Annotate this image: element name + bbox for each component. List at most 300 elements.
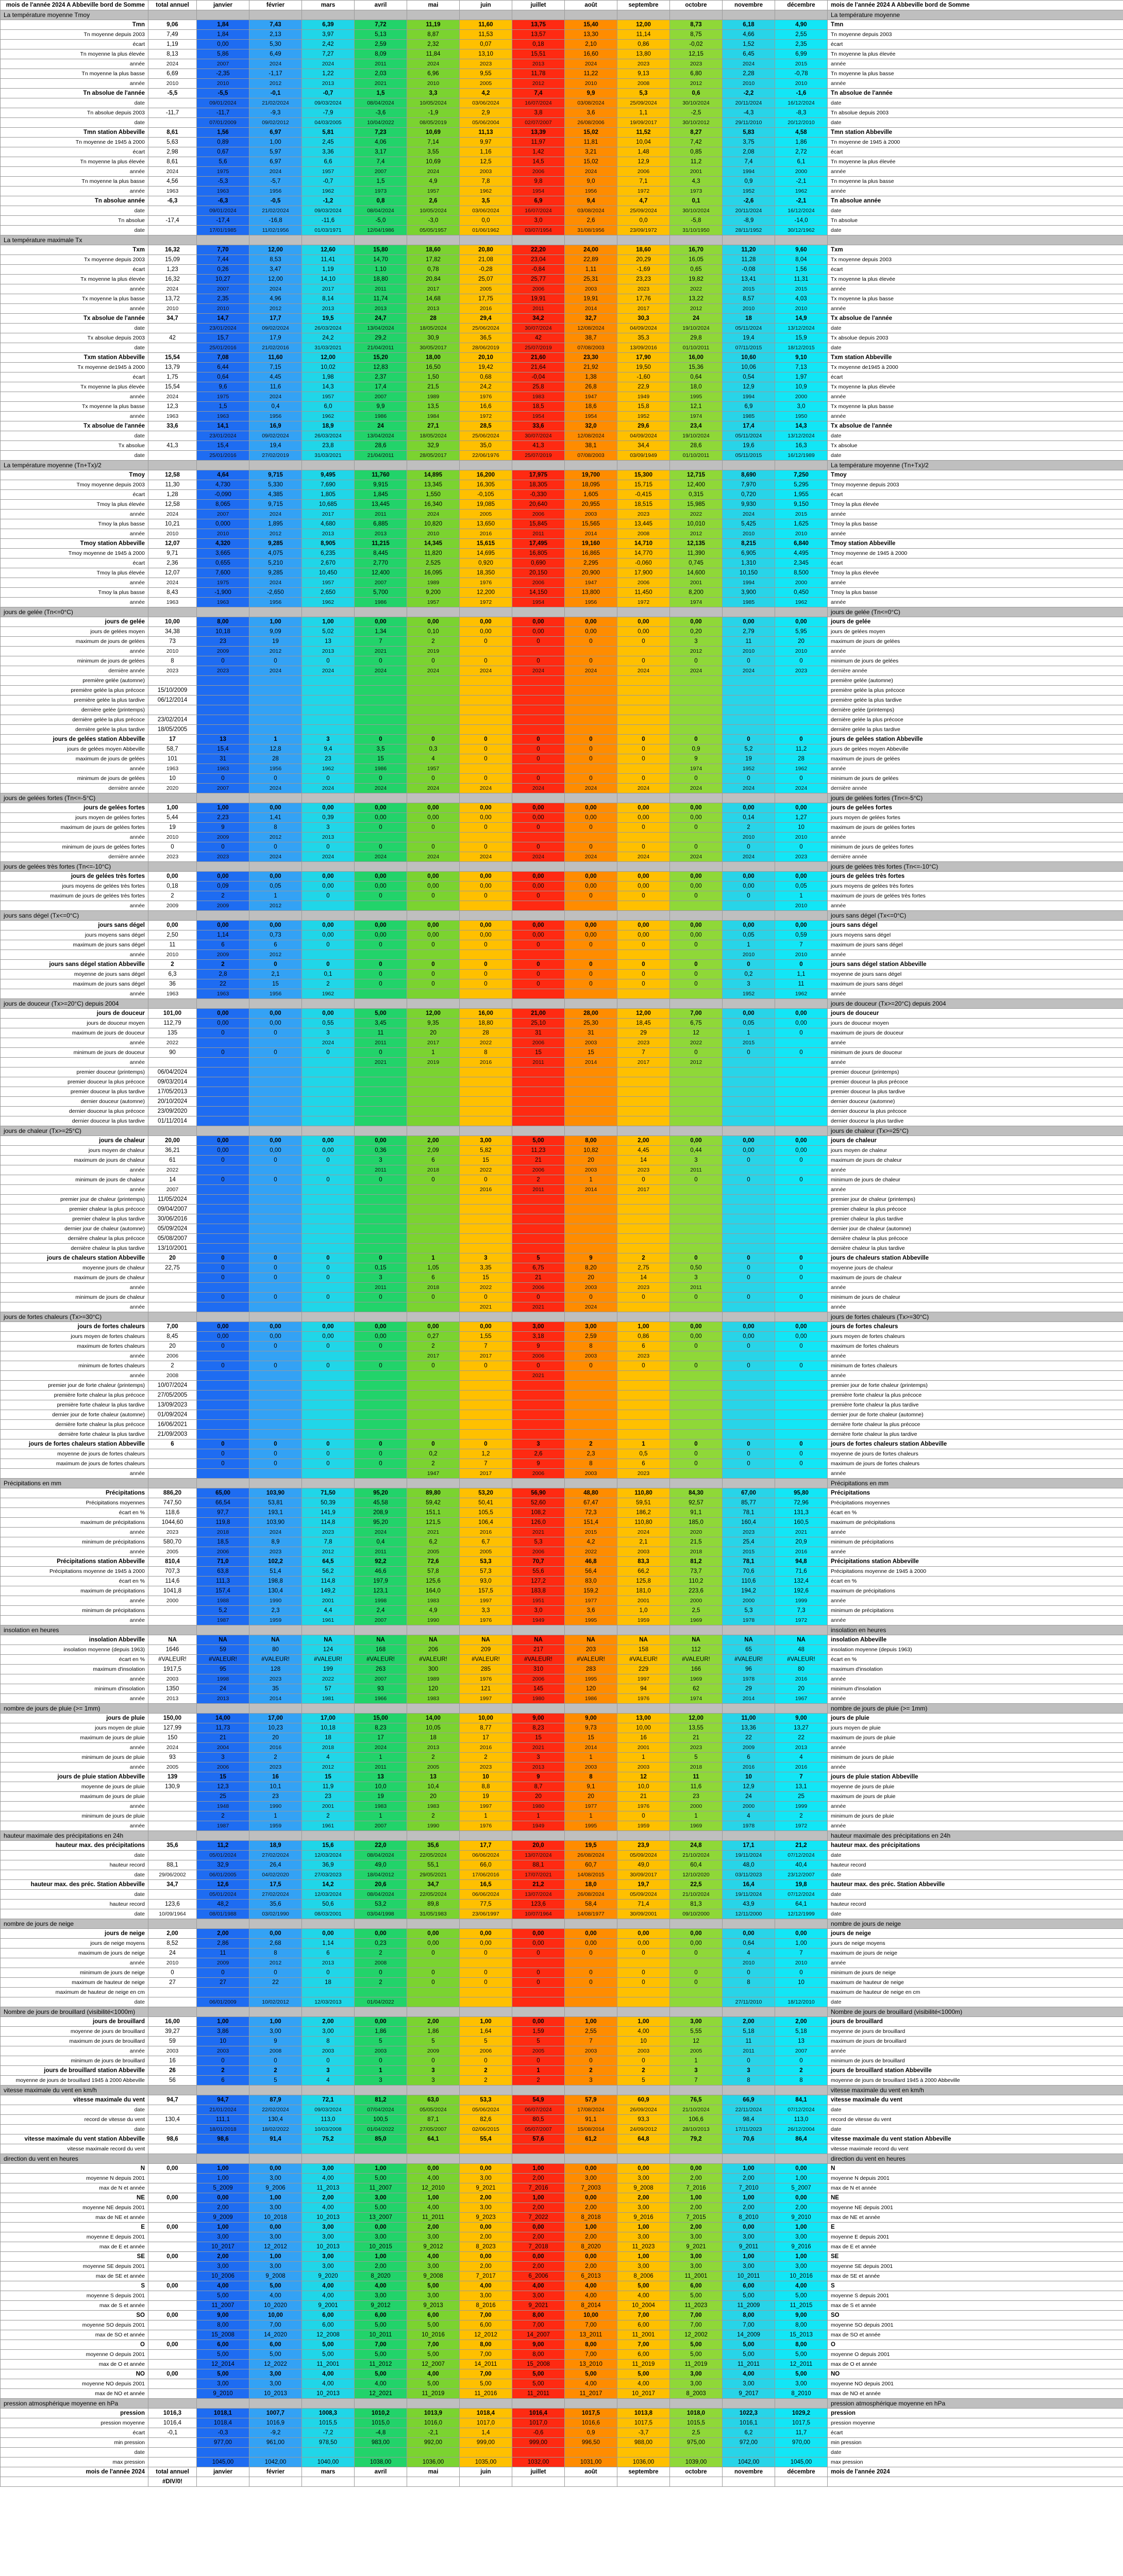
- row-label: nombre de jours de pluie (>= 1mm): [1, 1704, 148, 1714]
- cell-nov: 2,79: [723, 627, 775, 637]
- cell-feb: 17,9: [249, 333, 302, 343]
- cell-oct: 1015,5: [670, 2418, 723, 2428]
- cell-oct: 0: [670, 1439, 723, 1449]
- table-row: [1, 2223, 1123, 2232]
- cell-aug: 2003: [565, 1038, 617, 1048]
- row-label-right: jours de gelées très fortes (Tn<=-10°C): [828, 862, 1123, 872]
- cell-aug: 0,00: [565, 1929, 617, 1939]
- cell-aug: 0: [565, 970, 617, 979]
- table-row: [1, 441, 1123, 451]
- cell-jun: 12,5: [460, 157, 512, 167]
- cell-nov: 6,2: [723, 2428, 775, 2438]
- cell-sep: 9,13: [617, 69, 670, 79]
- cell-oct: 12_2002: [670, 2330, 723, 2340]
- cell-oct: 01/10/2011: [670, 343, 723, 353]
- table-row: [1, 852, 1123, 862]
- cell-oct: 2001: [670, 167, 723, 177]
- cell-apr: [355, 1195, 407, 1205]
- cell-apr: 11,215: [355, 539, 407, 549]
- cell-apr: 2013: [355, 529, 407, 539]
- table-row: [1, 1273, 1123, 1283]
- row-label: insolation en heures: [1, 1625, 148, 1635]
- cell-apr: 11_2007: [355, 2183, 407, 2193]
- cell-total: 2010: [148, 1958, 197, 1968]
- cell-may: 120: [407, 1684, 460, 1694]
- cell-may: 3,3: [407, 89, 460, 98]
- cell-aug: [565, 705, 617, 715]
- table-row: [1, 1136, 1123, 1146]
- cell-total: 2003: [148, 2046, 197, 2056]
- cell-feb: 17,7: [249, 314, 302, 324]
- cell-oct: 0,85: [670, 147, 723, 157]
- row-label-right: record de vitesse du vent: [828, 2115, 1123, 2125]
- cell-jun: 5: [460, 2037, 512, 2046]
- cell-sep: 12: [617, 1772, 670, 1782]
- cell-apr: 2011: [355, 1547, 407, 1557]
- row-label: année: [1, 1528, 148, 1537]
- cell-apr: [355, 1430, 407, 1439]
- section-row: [1, 1704, 1123, 1714]
- row-label: moyenne E depuis 2001: [1, 2232, 148, 2242]
- cell-jul: [512, 1997, 565, 2007]
- cell-dec: 1,97: [775, 372, 828, 382]
- cell-mar: 0: [302, 2056, 355, 2066]
- cell-oct: 0,00: [670, 872, 723, 882]
- row-label-right: année: [828, 833, 1123, 842]
- table-row: [1, 2379, 1123, 2389]
- cell-may: 3: [407, 2076, 460, 2086]
- cell-oct: -0,02: [670, 40, 723, 49]
- cell-total: 1016,3: [148, 2409, 197, 2418]
- cell-sep: 4,45: [617, 1146, 670, 1156]
- row-label: date: [1, 2105, 148, 2115]
- row-label: Txm: [1, 245, 148, 255]
- cell-jun: 0: [460, 940, 512, 950]
- cell-may: 12_2010: [407, 2183, 460, 2193]
- row-label-right: dernière gelée la plus précoce: [828, 715, 1123, 725]
- cell-sep: 19,7: [617, 1880, 670, 1890]
- cell-dec: 95,80: [775, 1488, 828, 1498]
- cell-total: 0,00: [148, 2369, 197, 2379]
- cell-nov: 2024: [723, 666, 775, 676]
- table-row: [1, 1351, 1123, 1361]
- row-label: dernier douceur la plus tardive: [1, 1116, 148, 1126]
- cell-apr: 10/04/2022: [355, 118, 407, 128]
- cell-apr: 1,845: [355, 490, 407, 500]
- cell-nov: 110,6: [723, 1577, 775, 1586]
- cell-dec: 18/12/2010: [775, 1997, 828, 2007]
- cell-feb: [249, 2086, 302, 2095]
- cell-nov: 1952: [723, 764, 775, 774]
- cell-apr: 2024: [355, 1528, 407, 1537]
- cell-may: 18/05/2024: [407, 431, 460, 441]
- cell-mar: 3,00: [302, 2252, 355, 2262]
- row-label-right: minimum de jours de gelées: [828, 774, 1123, 784]
- cell-oct: 18,0: [670, 382, 723, 392]
- cell-sep: 2024: [617, 784, 670, 793]
- cell-jul: 0: [512, 842, 565, 852]
- cell-apr: 8,445: [355, 549, 407, 558]
- cell-jan: 0: [197, 2056, 249, 2066]
- cell-jan: -11,7: [197, 108, 249, 118]
- cell-mar: 75,2: [302, 2134, 355, 2144]
- cell-sep: 1972: [617, 598, 670, 607]
- cell-feb: 0,00: [249, 1332, 302, 1342]
- cell-jul: 5,00: [512, 1136, 565, 1146]
- cell-may: 31/05/1983: [407, 1909, 460, 1919]
- cell-mar: 3,00: [302, 2027, 355, 2037]
- cell-mar: [302, 1410, 355, 1420]
- cell-oct: 11_2001: [670, 2272, 723, 2281]
- cell-mar: [302, 705, 355, 715]
- cell-nov: 1: [723, 940, 775, 950]
- cell-nov: 2,00: [723, 2174, 775, 2183]
- cell-mar: 50,39: [302, 1498, 355, 1508]
- cell-total: [148, 1890, 197, 1900]
- cell-jan: 8,00: [197, 617, 249, 627]
- cell-apr: -5,0: [355, 216, 407, 226]
- cell-jul: [512, 686, 565, 696]
- cell-jan: 23/01/2024: [197, 431, 249, 441]
- cell-total: [148, 2232, 197, 2242]
- cell-mar: 5,00: [302, 2350, 355, 2360]
- cell-jul: 15_2008: [512, 2360, 565, 2369]
- cell-feb: 3,00: [249, 2027, 302, 2037]
- cell-feb: [249, 1107, 302, 1116]
- cell-may: 7,14: [407, 138, 460, 147]
- cell-aug: 11,22: [565, 69, 617, 79]
- cell-sep: 3,00: [617, 2262, 670, 2272]
- cell-jul: 310: [512, 1665, 565, 1674]
- cell-total: -6,3: [148, 196, 197, 206]
- cell-nov: [723, 793, 775, 803]
- cell-feb: 198,8: [249, 1577, 302, 1586]
- cell-jul: 21,60: [512, 353, 565, 363]
- cell-feb: 11,6: [249, 382, 302, 392]
- cell-total: [148, 1293, 197, 1302]
- row-label: première gelée la plus précoce: [1, 686, 148, 696]
- cell-feb: 0: [249, 1439, 302, 1449]
- cell-aug: 2,00: [565, 2203, 617, 2213]
- row-label-right: Tx moyenne la plus basse: [828, 294, 1123, 304]
- cell-may: [407, 235, 460, 245]
- cell-sep: 10_2004: [617, 2301, 670, 2311]
- cell-apr: 2,770: [355, 558, 407, 568]
- cell-mar: 11_2013: [302, 2183, 355, 2193]
- cell-nov: 8: [723, 1978, 775, 1988]
- cell-total: [148, 2291, 197, 2301]
- cell-mar: 4,00: [302, 2379, 355, 2389]
- cell-jul: 6,9: [512, 196, 565, 206]
- cell-jan: [197, 1234, 249, 1244]
- cell-dec: 23/12/2007: [775, 1870, 828, 1880]
- cell-aug: 16,865: [565, 549, 617, 558]
- cell-dec: 2010: [775, 79, 828, 89]
- cell-mar: [302, 686, 355, 696]
- cell-feb: 0: [249, 1273, 302, 1283]
- table-body: [1, 10, 1123, 2467]
- cell-feb: 1,00: [249, 2252, 302, 2262]
- cell-feb: [249, 10, 302, 20]
- cell-jul: 20,640: [512, 500, 565, 510]
- cell-mar: 1957: [302, 392, 355, 402]
- cell-mar: 124: [302, 1645, 355, 1655]
- cell-jun: 16,305: [460, 480, 512, 490]
- cell-apr: 5,00: [355, 2174, 407, 2183]
- cell-jan: 0,00: [197, 1332, 249, 1342]
- cell-mar: 0,1: [302, 970, 355, 979]
- cell-total: 93: [148, 1753, 197, 1762]
- cell-nov: 2009: [723, 1743, 775, 1753]
- cell-jan: 0: [197, 1048, 249, 1058]
- cell-may: [407, 1704, 460, 1714]
- cell-sep: [617, 1400, 670, 1410]
- cell-dec: [775, 2448, 828, 2458]
- cell-oct: 0: [670, 1175, 723, 1185]
- cell-nov: 22: [723, 1733, 775, 1743]
- cell-feb: 0,00: [249, 2164, 302, 2174]
- cell-total: [148, 1802, 197, 1811]
- cell-jul: 5,00: [512, 2369, 565, 2379]
- table-row: [1, 2174, 1123, 2183]
- cell-apr: 4,06: [355, 138, 407, 147]
- cell-feb: 21/02/2024: [249, 98, 302, 108]
- cell-jun: 0: [460, 1439, 512, 1449]
- cell-nov: 6,905: [723, 549, 775, 558]
- cell-jan: 1,00: [197, 2164, 249, 2174]
- cell-feb: 2012: [249, 833, 302, 842]
- cell-feb: 0: [249, 1449, 302, 1459]
- cell-apr: 15,80: [355, 245, 407, 255]
- cell-mar: 9,495: [302, 470, 355, 480]
- cell-feb: 22/02/2024: [249, 2105, 302, 2115]
- cell-aug: 0,00: [565, 921, 617, 930]
- row-label: jours moyen de pluie: [1, 1723, 148, 1733]
- cell-feb: 1: [249, 735, 302, 744]
- cell-oct: [670, 793, 723, 803]
- cell-total: 34,38: [148, 627, 197, 637]
- cell-mar: [302, 1195, 355, 1205]
- cell-feb: 3,47: [249, 265, 302, 275]
- cell-aug: 0: [565, 960, 617, 970]
- cell-apr: 0: [355, 842, 407, 852]
- cell-mar: 2013: [302, 79, 355, 89]
- row-label-right: moyenne de jours de pluie: [828, 1782, 1123, 1792]
- cell-jun: 1976: [460, 1821, 512, 1831]
- cell-feb: 0,4: [249, 402, 302, 412]
- cell-jun: 02/06/2015: [460, 2125, 512, 2134]
- cell-jul: 88,1: [512, 1860, 565, 1870]
- cell-nov: [723, 1116, 775, 1126]
- cell-apr: 2011: [355, 1038, 407, 1048]
- row-label-right: moyenne de jours de brouillard 1945 à 2000 Abbeville: [828, 2076, 1123, 2086]
- cell-jan: 14,7: [197, 314, 249, 324]
- cell-sep: 12,9: [617, 157, 670, 167]
- cell-may: [407, 989, 460, 999]
- cell-jun: 1972: [460, 598, 512, 607]
- cell-nov: 29/11/2010: [723, 118, 775, 128]
- cell-may: [407, 862, 460, 872]
- cell-aug: 2003: [565, 1469, 617, 1479]
- cell-jun: 10: [460, 1772, 512, 1782]
- cell-jun: 1997: [460, 1802, 512, 1811]
- cell-dec: 0: [775, 1459, 828, 1469]
- cell-nov: 6,00: [723, 2281, 775, 2291]
- cell-oct: 2018: [670, 1762, 723, 1772]
- cell-mar: 5,00: [302, 2340, 355, 2350]
- cell-oct: [670, 1185, 723, 1195]
- cell-sep: 10,00: [617, 1723, 670, 1733]
- table-row: [1, 2095, 1123, 2105]
- row-label-right: moyenne SE depuis 2001: [828, 2262, 1123, 2272]
- row-label: première gelée la plus tardive: [1, 696, 148, 705]
- cell-dec: 2: [775, 2066, 828, 2076]
- table-row: [1, 1244, 1123, 1253]
- row-label: minimum de jours de chaleur: [1, 1293, 148, 1302]
- cell-apr: 2011: [355, 510, 407, 519]
- row-label-right: premier douceur la plus précoce: [828, 1077, 1123, 1087]
- table-row: [1, 1156, 1123, 1165]
- cell-aug: 0,00: [565, 813, 617, 823]
- table-row: [1, 2389, 1123, 2399]
- cell-mar: 0,00: [302, 1136, 355, 1146]
- cell-jan: 111,1: [197, 2115, 249, 2125]
- cell-mar: 6: [302, 1948, 355, 1958]
- cell-oct: [670, 989, 723, 999]
- cell-oct: 0: [670, 1253, 723, 1263]
- cell-jan: 15,4: [197, 441, 249, 451]
- table-row: [1, 1019, 1123, 1028]
- cell-dec: 2013: [775, 1743, 828, 1753]
- cell-aug: 7,00: [565, 2320, 617, 2330]
- footer-month-jul: juillet: [512, 2467, 565, 2477]
- row-label-right: Tx moyenne depuis 2003: [828, 255, 1123, 265]
- cell-dec: 9,10: [775, 353, 828, 363]
- footer-row: [1, 2467, 1123, 2477]
- cell-jun: 0: [460, 970, 512, 979]
- cell-jul: 17,975: [512, 470, 565, 480]
- cell-dec: 9_2010: [775, 2213, 828, 2223]
- cell-may: 2019: [407, 1058, 460, 1067]
- cell-mar: [302, 1351, 355, 1361]
- cell-jan: 157,4: [197, 1586, 249, 1596]
- cell-jan: 9: [197, 823, 249, 833]
- row-label-right: année: [828, 647, 1123, 656]
- table-row: [1, 69, 1123, 79]
- cell-sep: 83,3: [617, 1557, 670, 1567]
- row-label-right: max de NE et année: [828, 2213, 1123, 2223]
- cell-dec: 8,00: [775, 2340, 828, 2350]
- section-row: [1, 862, 1123, 872]
- row-label-right: année: [828, 167, 1123, 177]
- cell-jun: 19: [460, 1792, 512, 1802]
- cell-sep: 1,1: [617, 108, 670, 118]
- cell-sep: 25/09/2024: [617, 98, 670, 108]
- cell-jan: -5,3: [197, 177, 249, 187]
- cell-sep: 7,00: [617, 2340, 670, 2350]
- cell-may: 63,0: [407, 2095, 460, 2105]
- cell-jul: [512, 2154, 565, 2164]
- cell-jul: 0: [512, 970, 565, 979]
- row-label-right: écart: [828, 490, 1123, 500]
- cell-aug: 8,00: [565, 2340, 617, 2350]
- cell-oct: 0,20: [670, 627, 723, 637]
- cell-jan: 2003: [197, 2046, 249, 2056]
- cell-total: 12,58: [148, 500, 197, 510]
- cell-sep: [617, 461, 670, 470]
- cell-aug: [565, 676, 617, 686]
- row-label: Tmoy station Abbeville: [1, 539, 148, 549]
- cell-total: 0: [148, 842, 197, 852]
- row-label-right: pression moyenne: [828, 2418, 1123, 2428]
- row-label: Précipitations station Abbeville: [1, 1557, 148, 1567]
- cell-total: [148, 911, 197, 921]
- cell-jun: 3: [460, 1253, 512, 1263]
- table-row: [1, 2056, 1123, 2066]
- table-row: [1, 1077, 1123, 1087]
- cell-apr: 7,4: [355, 157, 407, 167]
- cell-jun: [460, 2007, 512, 2017]
- cell-sep: 2023: [617, 1283, 670, 1293]
- cell-dec: 64,1: [775, 1900, 828, 1909]
- cell-apr: 0: [355, 1342, 407, 1351]
- cell-dec: 6,840: [775, 539, 828, 549]
- cell-aug: [565, 2144, 617, 2154]
- cell-may: 22/05/2024: [407, 1890, 460, 1900]
- cell-mar: 19,5: [302, 314, 355, 324]
- row-label-right: Txm: [828, 245, 1123, 255]
- cell-mar: 0,00: [302, 930, 355, 940]
- cell-may: 992,00: [407, 2438, 460, 2448]
- cell-aug: 31/08/1956: [565, 226, 617, 235]
- cell-aug: [565, 1988, 617, 1997]
- cell-apr: 08/04/2024: [355, 1890, 407, 1900]
- cell-may: 164,0: [407, 1586, 460, 1596]
- cell-nov: 0,00: [723, 803, 775, 813]
- table-row: [1, 1107, 1123, 1116]
- cell-mar: 0,39: [302, 813, 355, 823]
- row-label: jours de pluie station Abbeville: [1, 1772, 148, 1782]
- cell-mar: 2013: [302, 529, 355, 539]
- cell-apr: 2007: [355, 1821, 407, 1831]
- cell-jan: 15_2008: [197, 2330, 249, 2340]
- cell-dec: [775, 1224, 828, 1234]
- cell-total: 34,7: [148, 314, 197, 324]
- cell-jan: 25/01/2016: [197, 451, 249, 461]
- header-month-oct: octobre: [670, 1, 723, 10]
- cell-sep: [617, 1371, 670, 1381]
- cell-may: 59,42: [407, 1498, 460, 1508]
- row-label: nombre de jours de neige: [1, 1919, 148, 1929]
- cell-dec: 0,00: [775, 921, 828, 930]
- cell-aug: 2,55: [565, 2027, 617, 2037]
- cell-jan: -17,4: [197, 216, 249, 226]
- cell-oct: 0: [670, 823, 723, 833]
- cell-jul: 0,00: [512, 930, 565, 940]
- cell-may: 0: [407, 970, 460, 979]
- cell-total: 12,3: [148, 402, 197, 412]
- cell-total: [148, 1302, 197, 1312]
- cell-mar: 0,00: [302, 1332, 355, 1342]
- row-label-right: maximum de jours sans dégel: [828, 940, 1123, 950]
- cell-apr: 24: [355, 421, 407, 431]
- cell-sep: 2,75: [617, 1263, 670, 1273]
- cell-nov: 0: [723, 1263, 775, 1273]
- row-label-right: année: [828, 1762, 1123, 1772]
- cell-feb: 2024: [249, 784, 302, 793]
- cell-mar: 2: [302, 979, 355, 989]
- cell-feb: 9,285: [249, 539, 302, 549]
